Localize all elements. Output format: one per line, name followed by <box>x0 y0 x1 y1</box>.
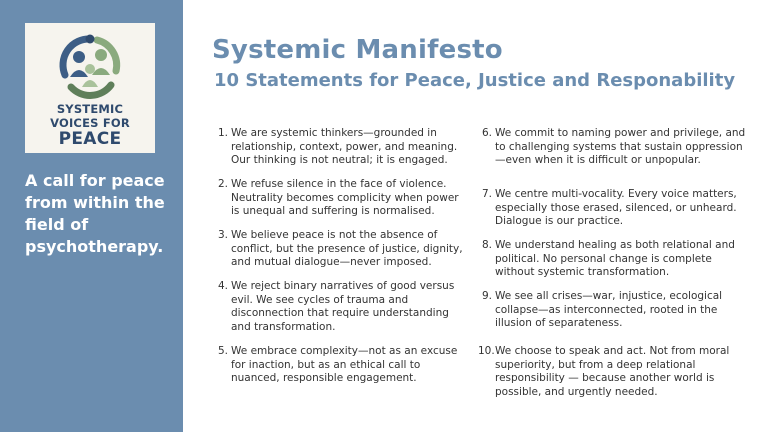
statement-number: 8. <box>481 239 492 251</box>
statement-text: We reject binary narratives of good versus evil. We see cycles of trauma and disconnection that require understanding and transformation. <box>231 280 455 333</box>
statement-text: We centre multi-vocality. Every voice matters, especially those erased, silenced, or unheard. Dialogue is our practice. <box>495 188 737 227</box>
statement-number: 3. <box>217 229 228 241</box>
tagline-line: psychotherapy. <box>25 237 164 256</box>
statement-text: We believe peace is not the absence of conflict, but the presence of justice, dignity, and mutual dialogue—never imposed. <box>231 229 463 268</box>
tagline-line: A call for peace <box>25 171 165 190</box>
statement-item <box>214 229 466 270</box>
sidebar <box>0 0 183 432</box>
statement-item <box>214 178 466 219</box>
statement-number: 10. <box>478 345 495 357</box>
statement-text: We understand healing as both relational and political. No personal change is complete without systemic transformation. <box>495 239 735 278</box>
logo <box>25 23 155 153</box>
statement-item <box>478 290 752 331</box>
page-subtitle: 10 Statements for Peace, Justice and Responability <box>214 70 736 91</box>
statement-number: 5. <box>217 345 228 357</box>
statement-item <box>214 345 466 386</box>
statement-text: We see all crises—war, injustice, ecological collapse—as interconnected, rooted in the illusion of separateness. <box>495 290 723 329</box>
tagline <box>25 170 180 258</box>
statement-item <box>478 239 752 280</box>
people-circle-icon <box>53 31 127 99</box>
tagline-line: field of <box>25 215 89 234</box>
tagline-line: from within the <box>25 193 165 212</box>
logo-text-voices-for: VOICES FOR <box>50 116 130 130</box>
statement-number: 6. <box>481 127 492 139</box>
statement-item <box>214 280 466 334</box>
statement-item <box>478 188 752 229</box>
page-title: Systemic Manifesto <box>212 35 503 65</box>
statement-text: We choose to speak and act. Not from moral superiority, but from a deep relational responsibility — because another world is possible, and urgently needed. <box>495 345 730 398</box>
statement-text: We refuse silence in the face of violence. Neutrality becomes complicity when power is unequal and suffering is normalised. <box>231 178 459 217</box>
statement-number: 4. <box>217 280 228 292</box>
logo-text-peace: PEACE <box>58 129 122 149</box>
statement-number: 7. <box>481 188 492 200</box>
statement-item <box>478 127 752 168</box>
statement-number: 9. <box>481 290 492 302</box>
statement-text: We are systemic thinkers—grounded in relationship, context, power, and meaning. Our thinking is not neutral; it is engaged. <box>231 127 458 166</box>
statement-text: We embrace complexity—not as an excuse for inaction, but as an ethical call to nuanced, responsible engagement. <box>231 345 458 384</box>
statement-number: 1. <box>217 127 228 139</box>
statement-text: We commit to naming power and privilege, and to challenging systems that sustain oppression—even when it is difficult or unpopular. <box>495 127 746 166</box>
statement-item <box>214 127 466 168</box>
statement-item <box>478 345 752 399</box>
logo-text-systemic: SYSTEMIC <box>56 102 124 116</box>
statement-number: 2. <box>217 178 228 190</box>
